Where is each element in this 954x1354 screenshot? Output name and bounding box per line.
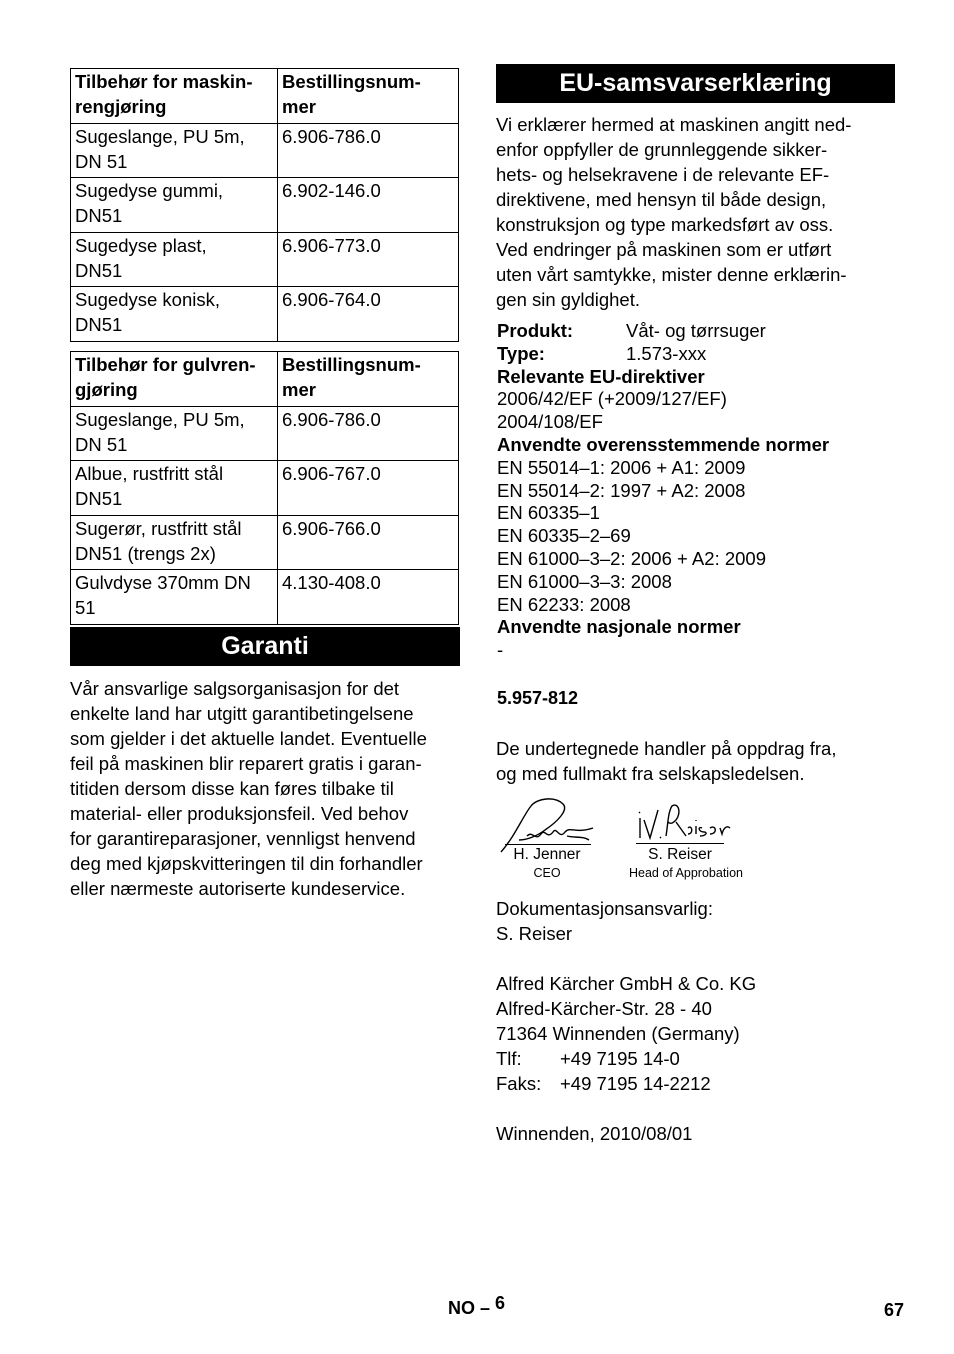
doc-responsible-label: Dokumentasjonsansvarlig:	[496, 898, 713, 919]
directives-heading: Relevante EU-direktiver	[497, 365, 705, 387]
text-line: De undertegnede handler på oppdrag fra,	[496, 738, 837, 759]
text-line: enkelte land har utgitt garantibetingelsene	[70, 703, 414, 724]
table-cell: 6.906-773.0	[278, 232, 459, 287]
standards-heading: Anvendte overensstemmende normer	[497, 433, 830, 455]
text-line: gen sin gyldighet.	[496, 289, 640, 310]
table-header-row	[71, 352, 459, 407]
text-line: titiden dersom disse kan føres tilbake til	[70, 778, 394, 799]
text-line: hets- og helsekravene i de relevante EF-	[496, 164, 830, 185]
table-row	[71, 287, 459, 342]
documentation-responsible	[496, 896, 713, 946]
text-line: Vår ansvarlige salgsorganisasjon for det	[70, 678, 400, 699]
signer-role: Head of Approbation	[629, 866, 743, 880]
footer-section-label: NO –	[448, 1298, 491, 1318]
company-address	[496, 971, 756, 1096]
text-line: uten vårt samtykke, mister denne erklærin-	[496, 264, 847, 285]
company-name: Alfred Kärcher GmbH & Co. KG	[496, 973, 757, 994]
product-row	[497, 320, 897, 343]
signer-name: S. Reiser	[648, 846, 712, 863]
table-cell: Sugerør, rustfritt stål DN51 (trengs 2x)	[71, 515, 278, 570]
table-cell: Albue, rustfritt stål DN51	[71, 461, 278, 516]
page-number: 67	[884, 1300, 905, 1320]
accessories-machine-cleaning-table	[70, 68, 459, 342]
text-line: deg med kjøpskvitteringen til din forhandler	[70, 853, 423, 874]
national-standards-value: -	[497, 639, 504, 661]
text-line: eller nærmeste autoriserte kundeservice.	[70, 878, 406, 899]
table-cell: 6.906-786.0	[278, 123, 459, 178]
product-label: Produkt:	[497, 320, 574, 341]
table-row	[71, 178, 459, 233]
place-date: Winnenden, 2010/08/01	[496, 1123, 693, 1144]
text-line: og med fullmakt fra selskapsledelsen.	[496, 763, 805, 784]
directive-item: 2006/42/EF (+2009/127/EF)	[497, 388, 727, 410]
table-row	[71, 123, 459, 178]
text-line: Ved endringer på maskinen som er utført	[496, 239, 832, 260]
signature-reiser	[632, 800, 732, 846]
signer-name: H. Jenner	[513, 846, 581, 863]
text-line: konstruksjon og type markedsført av oss.	[496, 214, 834, 235]
eu-declaration-paragraph	[496, 112, 894, 312]
text-line: Vi erklærer hermed at maskinen angitt ned-	[496, 114, 852, 135]
table-row	[71, 232, 459, 287]
text-line: som gjelder i det aktuelle landet. Eventuelle	[70, 728, 427, 749]
section-heading-garanti: Garanti	[70, 627, 460, 666]
section-heading-eu-declaration: EU-samsvarserklæring	[496, 64, 895, 103]
signature-line	[505, 844, 591, 845]
table-header-cell: Tilbehør for maskin- rengjøring	[71, 69, 278, 124]
table-cell: 6.906-767.0	[278, 461, 459, 516]
table-cell: Sugedyse konisk, DN51	[71, 287, 278, 342]
standard-item: EN 61000–3–2: 2006 + A2: 2009	[497, 547, 766, 569]
doc-responsible-name: S. Reiser	[496, 923, 573, 944]
text-line: feil på maskinen blir reparert gratis i garan-	[70, 753, 422, 774]
accessories-floor-cleaning-table	[70, 351, 459, 625]
table-cell: Sugedyse gummi, DN51	[71, 178, 278, 233]
table-header-cell: Tilbehør for gulvren- gjøring	[71, 352, 278, 407]
standard-item: EN 55014–2: 1997 + A2: 2008	[497, 479, 746, 501]
type-value: 1.573-xxx	[626, 342, 707, 364]
table-row	[71, 570, 459, 625]
type-row	[497, 343, 897, 366]
company-fax	[496, 1071, 756, 1096]
company-phone	[496, 1046, 756, 1071]
table-header-row	[71, 69, 459, 124]
text-line: for garantireparasjoner, vennligst henvend	[70, 828, 416, 849]
table-cell: 6.906-764.0	[278, 287, 459, 342]
standard-item: EN 60335–2–69	[497, 525, 631, 547]
standard-item: EN 60335–1	[497, 502, 600, 524]
signer-role: CEO	[533, 866, 561, 880]
garanti-paragraph	[70, 676, 462, 901]
phone-label: Tlf:	[496, 1048, 522, 1069]
table-header-cell: Bestillingsnum- mer	[278, 352, 459, 407]
table-row	[71, 406, 459, 461]
document-number: 5.957-812	[497, 688, 579, 708]
standard-item: EN 61000–3–3: 2008	[497, 570, 672, 592]
company-city: 71364 Winnenden (Germany)	[496, 1023, 740, 1044]
table-cell: Sugeslange, PU 5m, DN 51	[71, 123, 278, 178]
phone-value: +49 7195 14-0	[560, 1048, 680, 1069]
text-line: material- eller produksjonsfeil. Ved behov	[70, 803, 409, 824]
table-cell: Sugeslange, PU 5m, DN 51	[71, 406, 278, 461]
table-cell: 6.906-766.0	[278, 515, 459, 570]
table-cell: 6.906-786.0	[278, 406, 459, 461]
text-line: direktivene, med hensyn til både design,	[496, 189, 827, 210]
table-header-cell: Bestillingsnum- mer	[278, 69, 459, 124]
type-label: Type:	[497, 342, 545, 364]
product-value: Våt- og tørrsuger	[626, 320, 766, 341]
footer-section-page: 6	[495, 1293, 506, 1313]
fax-value: +49 7195 14-2212	[560, 1073, 711, 1094]
table-row	[71, 515, 459, 570]
table-cell: 4.130-408.0	[278, 570, 459, 625]
table-row	[71, 461, 459, 516]
declaration-details	[497, 320, 897, 662]
fax-label: Faks:	[496, 1073, 542, 1094]
table-cell: Sugedyse plast, DN51	[71, 232, 278, 287]
footer-section-marker	[448, 1293, 506, 1319]
standard-item: EN 55014–1: 2006 + A1: 2009	[497, 456, 746, 478]
signers-intro	[496, 736, 894, 786]
national-standards-heading: Anvendte nasjonale normer	[497, 616, 741, 638]
company-street: Alfred-Kärcher-Str. 28 - 40	[496, 998, 712, 1019]
table-cell: 6.902-146.0	[278, 178, 459, 233]
signature-line	[636, 843, 724, 844]
text-line: enfor oppfyller de grunnleggende sikker-	[496, 139, 828, 160]
table-cell: Gulvdyse 370mm DN 51	[71, 570, 278, 625]
standard-item: EN 62233: 2008	[497, 593, 631, 615]
directive-item: 2004/108/EF	[497, 411, 603, 433]
